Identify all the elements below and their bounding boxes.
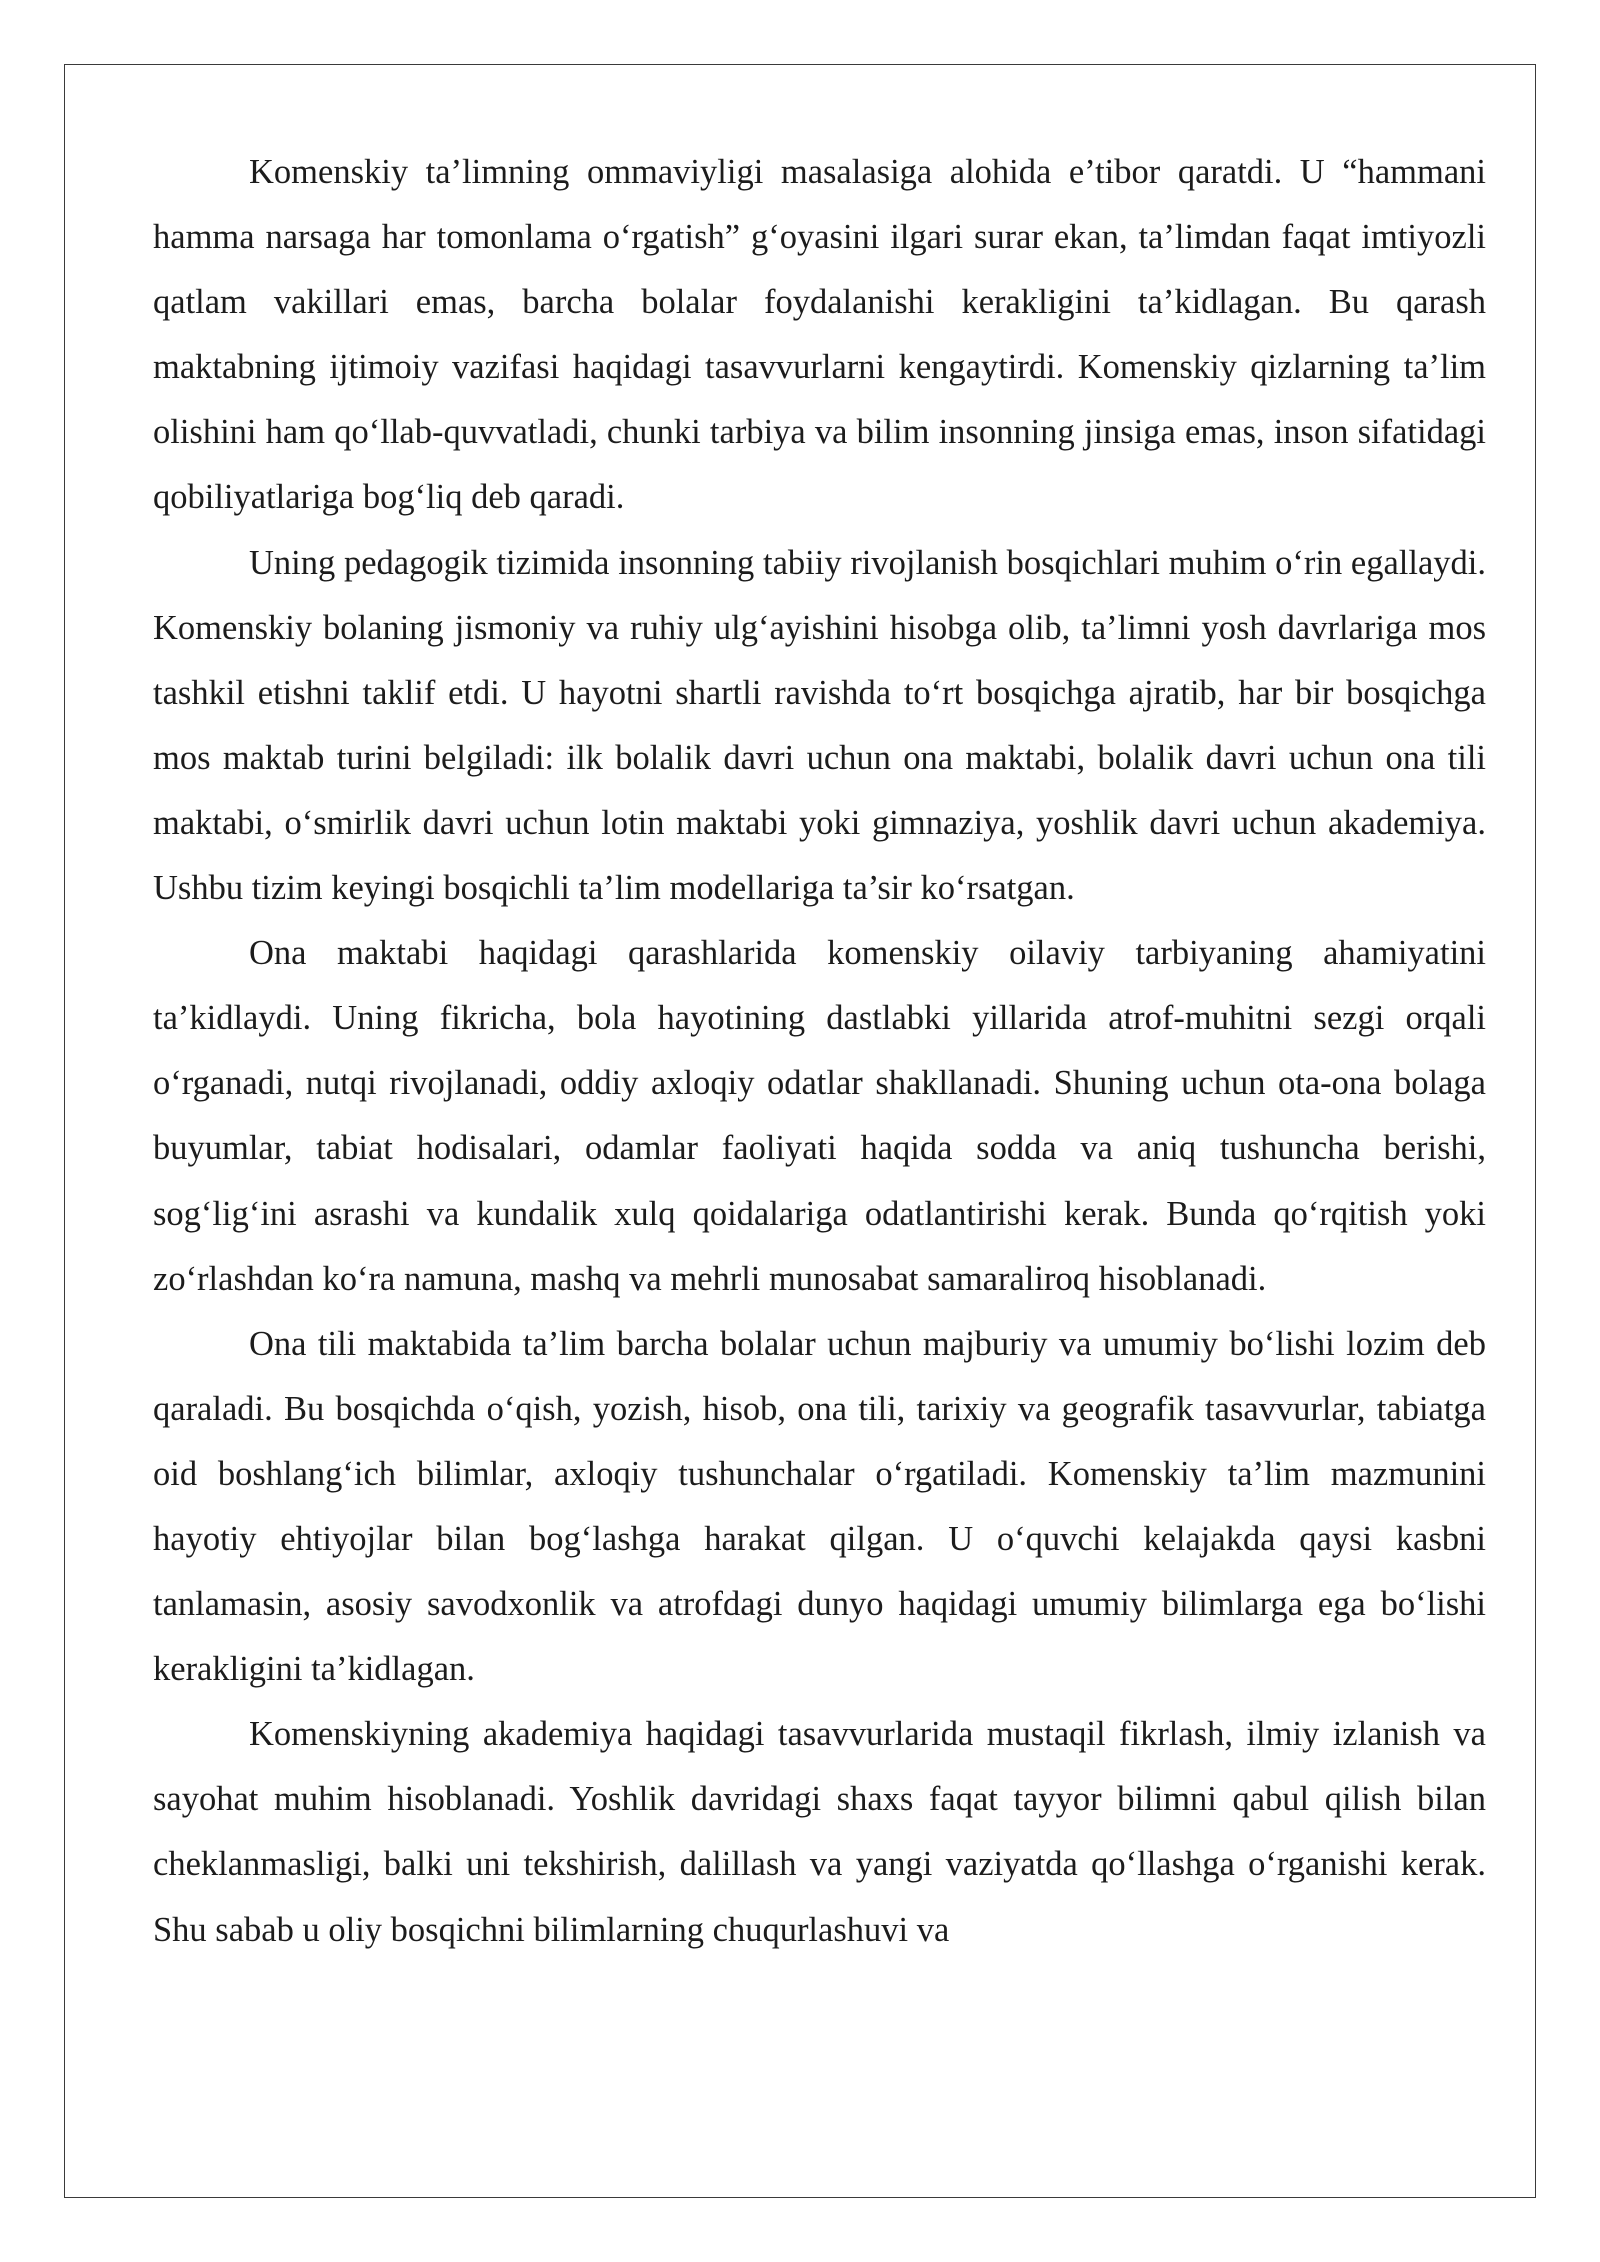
paragraph: Ona tili maktabida ta’lim barcha bolalar uchun majburiy va umumiy bo‘lishi lozim deb qaraladi. Bu bosqichda o‘qish, yozish, hisob, ona tili, tarixiy va geografik tasavvurlar, tabiatga oid boshlang‘ich bilimlar, axloqiy tushunchalar o‘rgatiladi. Komenskiy ta’lim mazmunini hayotiy ehtiyojlar bilan bog‘lashga harakat qilgan. U o‘quvchi kelajakda qaysi kasbni tanlamasin, asosiy savodxonlik va atrofdagi dunyo haqidagi umumiy bilimlarga ega bo‘lishi kerakligini ta’kidlagan. bbox=[153, 1324, 1486, 1689]
paragraph: Uning pedagogik tizimida insonning tabiiy rivojlanish bosqichlari muhim o‘rin egallaydi. Komenskiy bolaning jismoniy va ruhiy ulg‘ayishini hisobga olib, ta’limni yosh davrlariga mos tashkil etishni taklif etdi. U hayotni shartli ravishda to‘rt bosqichga ajratib, har bir bosqichga mos maktab turini belgiladi: ilk bolalik davri uchun ona maktabi, bolalik davri uchun ona tili maktabi, o‘smirlik davri uchun lotin maktabi yoki gimnaziya, yoshlik davri uchun akademiya. Ushbu tizim keyingi bosqichli ta’lim modellariga ta’sir ko‘rsatgan. bbox=[153, 543, 1486, 908]
paragraph: Komenskiy ta’limning ommaviyligi masalasiga alohida e’tibor qaratdi. U “hammani hamma narsaga har tomonlama o‘rgatish” g‘oyasini ilgari surar ekan, ta’limdan faqat imtiyozli qatlam vakillari emas, barcha bolalar foydalanishi kerakligini ta’kidlagan. Bu qarash maktabning ijtimoiy vazifasi haqidagi tasavvurlarni kengaytirdi. Komenskiy qizlarning ta’lim olishini ham qo‘llab-quvvatladi, chunki tarbiya va bilim insonning jinsiga emas, inson sifatidagi qobiliyatlariga bog‘liq deb qaradi. bbox=[153, 153, 1486, 517]
paragraph: Komenskiyning akademiya haqidagi tasavvurlarida mustaqil fikrlash, ilmiy izlanish va sayohat muhim hisoblanadi. Yoshlik davridagi shaxs faqat tayyor bilimni qabul qilish bilan cheklanmasligi, balki uni tekshirish, dalillash va yangi vaziyatda qo‘llashga o‘rganishi kerak. Shu sabab u oliy bosqichni bilimlarning chuqurlashuvi va bbox=[153, 1715, 1486, 1949]
document-body bbox=[153, 140, 1486, 1963]
paragraph: Ona maktabi haqidagi qarashlarida komenskiy oilaviy tarbiyaning ahamiyatini ta’kidlaydi. Uning fikricha, bola hayotining dastlabki yillarida atrof-muhitni sezgi orqali o‘rganadi, nutqi rivojlanadi, oddiy axloqiy odatlar shakllanadi. Shuning uchun ota-ona bolaga buyumlar, tabiat hodisalari, odamlar faoliyati haqida sodda va aniq tushuncha berishi, sog‘lig‘ini asrashi va kundalik xulq qoidalariga odatlantirishi kerak. Bunda qo‘rqitish yoki zo‘rlashdan ko‘ra namuna, mashq va mehrli munosabat samaraliroq hisoblanadi. bbox=[153, 934, 1486, 1298]
